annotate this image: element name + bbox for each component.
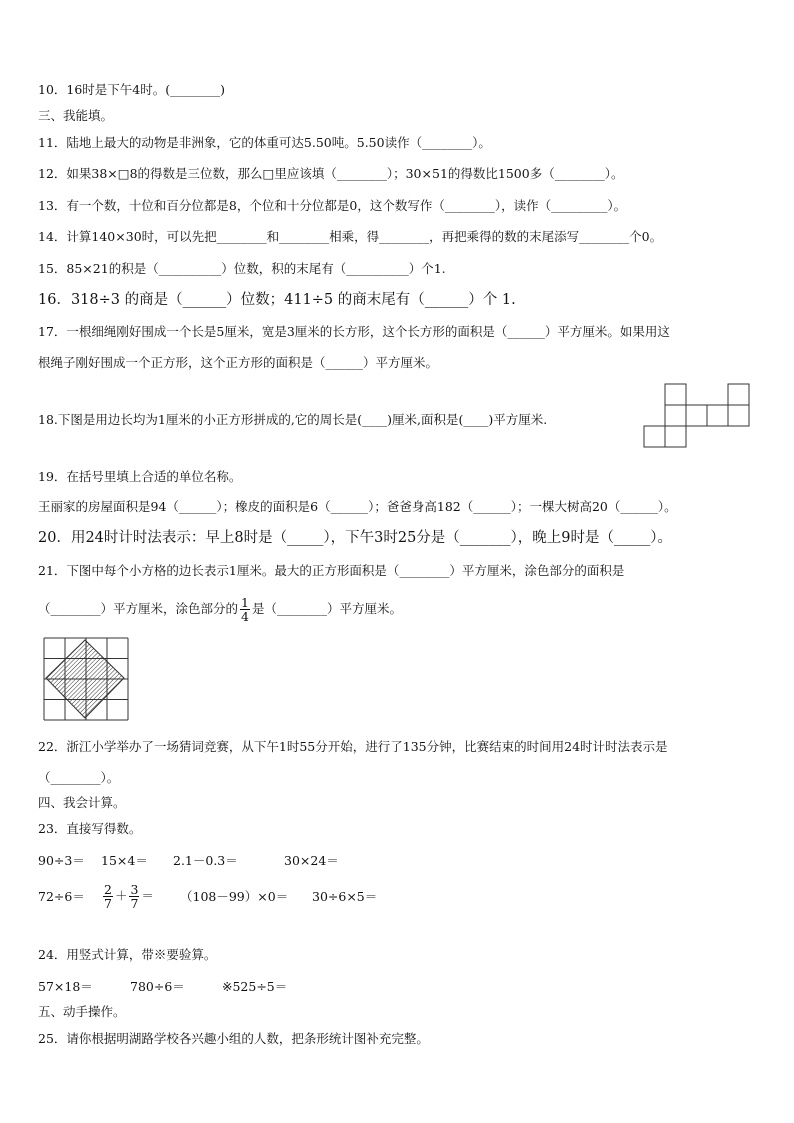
q24-item-2: 780÷6＝ xyxy=(130,979,185,994)
q10: 10．16时是下午4时。(________) xyxy=(38,82,226,97)
plus-sign: ＋ xyxy=(114,888,128,903)
q25: 25．请你根据明湖路学校各兴趣小组的人数，把条形统计图补充完整。 xyxy=(38,1031,429,1046)
fraction-denominator: 7 xyxy=(104,896,112,911)
fraction-numerator: 3 xyxy=(130,882,139,897)
q16: 16．318÷3 的商是（______）位数；411÷5 的商末尾有（______）个 1. xyxy=(38,292,516,308)
q18: 18.下图是用边长均为1厘米的小正方形拼成的,它的周长是(____)厘米,面积是(____)平方厘米. xyxy=(38,412,548,427)
fraction-numerator: 1 xyxy=(241,595,249,610)
q23-item-6 xyxy=(101,880,154,912)
q21-fraction xyxy=(240,596,250,623)
q23-item-4: 30×24＝ xyxy=(284,853,339,868)
q24: 24．用竖式计算，带※要验算。 xyxy=(38,947,217,962)
q12: 12．如果38×□8的得数是三位数，那么□里应该填（________）；30×51的得数比1500多（________）。 xyxy=(38,166,624,181)
q21-line2 xyxy=(38,596,402,623)
fraction-numerator: 2 xyxy=(104,882,112,897)
q23-item-1: 90÷3＝ xyxy=(38,853,85,868)
q17-line1: 17．一根细绳刚好围成一个长是5厘米，宽是3厘米的长方形，这个长方形的面积是（______）平方厘米。如果用这 xyxy=(38,324,670,339)
q23: 23．直接写得数。 xyxy=(38,821,142,836)
q20: 20．用24时计时法表示：早上8时是（_____），下午3时25分是（_______），晚上9时是（_____）。 xyxy=(38,530,673,546)
q11: 11．陆地上最大的动物是非洲象，它的体重可达5.50吨。5.50读作（________）。 xyxy=(38,135,491,150)
q18-squares-figure xyxy=(640,382,755,450)
q21-line1: 21．下图中每个小方格的边长表示1厘米。最大的正方形面积是（________）平方厘米，涂色部分的面积是 xyxy=(38,563,625,578)
section-4-heading: 四、我会计算。 xyxy=(38,795,126,810)
q24-item-3: ※525÷5＝ xyxy=(222,979,288,994)
q24-item-1: 57×18＝ xyxy=(38,979,93,994)
q13: 13．有一个数，十位和百分位都是8，个位和十分位都是0，这个数写作（________），读作（_________）。 xyxy=(38,198,627,213)
fraction-denominator: 7 xyxy=(130,896,139,911)
fraction-denominator: 4 xyxy=(241,609,249,624)
q23-item-3: 2.1－0.3＝ xyxy=(173,853,238,868)
q19: 19．在括号里填上合适的单位名称。 xyxy=(38,469,242,484)
q15: 15．85×21的积是（__________）位数，积的末尾有（__________）个1. xyxy=(38,261,446,276)
q19-sentence: 王丽家的房屋面积是94（______）；橡皮的面积是6（______）；爸爸身高182（______）；一棵大树高20（______）。 xyxy=(38,499,677,514)
section-5-heading: 五、动手操作。 xyxy=(38,1004,126,1019)
q21-grid-figure xyxy=(42,636,132,724)
q23-item-8: 30÷6×5＝ xyxy=(312,889,378,904)
q21-line2-pre: （________）平方厘米，涂色部分的 xyxy=(38,601,239,616)
q21-line2-post: 是（________）平方厘米。 xyxy=(251,601,402,616)
q22-line1: 22．浙江小学举办了一场猜词竞赛，从下午1时55分开始，进行了135分钟，比赛结束的时间用24时计时法表示是 xyxy=(38,739,668,754)
q23-item-5: 72÷6＝ xyxy=(38,889,85,904)
q23-item-7: （108－99）×0＝ xyxy=(180,889,289,904)
fraction-2-7 xyxy=(103,883,113,910)
section-3-heading: 三、我能填。 xyxy=(38,108,114,123)
q23-item-2: 15×4＝ xyxy=(101,853,148,868)
q17-line2: 根绳子刚好围成一个正方形，这个正方形的面积是（______）平方厘米。 xyxy=(38,355,439,370)
equals-sign: ＝ xyxy=(141,888,154,903)
fraction-3-7 xyxy=(129,883,139,910)
q22-line2: （________）。 xyxy=(38,770,120,785)
q14: 14．计算140×30时，可以先把________和________相乘，得________，再把乘得的数的末尾添写________个0。 xyxy=(38,229,663,244)
